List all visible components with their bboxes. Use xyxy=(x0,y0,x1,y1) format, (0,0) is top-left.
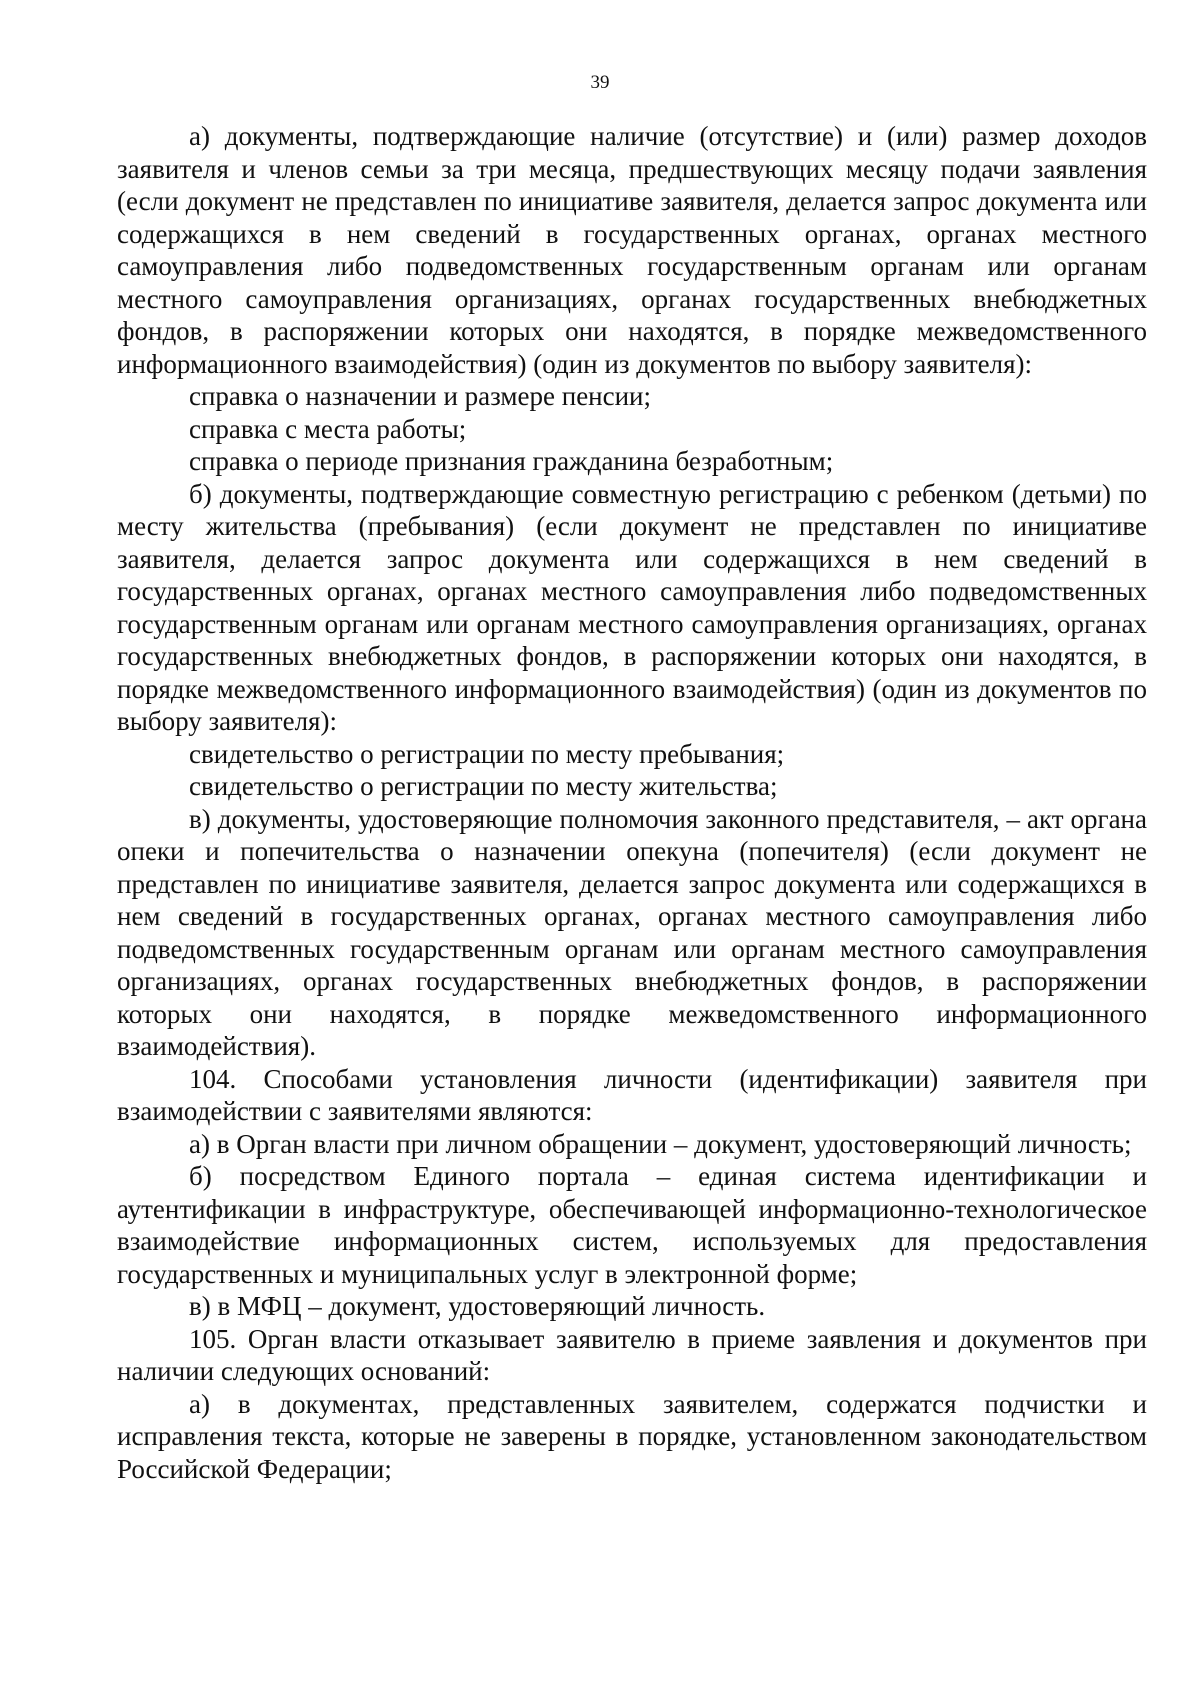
document-body xyxy=(117,120,1147,1485)
paragraph-c-representative-documents: в) документы, удостоверяющие полномочия законного представителя, – акт органа опеки и попечительства о назначении опекуна (попечителя) (если документ не представлен по инициативе заявителя, делается запрос документа или содержащихся в нем сведений в государственных органах, органах местного самоуправления либо подведомственных государственным органам или органам местного самоуправления организациях, органах государственных внебюджетных фондов, в распоряжении которых они находятся, в порядке межведомственного информационного взаимодействия). xyxy=(117,803,1147,1061)
paragraph-stay-registration: свидетельство о регистрации по месту пребывания; xyxy=(189,738,785,769)
paragraph-residence-registration: свидетельство о регистрации по месту жительства; xyxy=(189,771,778,801)
paragraph-105-refusal: 105. Орган власти отказывает заявителю в приеме заявления и документов при наличии следующих оснований: xyxy=(117,1323,1147,1386)
paragraph-unemployment-certificate: справка о периоде признания гражданина безработным; xyxy=(189,446,834,476)
page-number: 39 xyxy=(590,72,610,93)
paragraph-105-a: а) в документах, представленных заявителем, содержатся подчистки и исправления текста, которые не заверены в порядке, установленном законодательством Российской Федерации; xyxy=(117,1388,1147,1484)
paragraph-104-b: б) посредством Единого портала – единая система идентификации и аутентификации в инфраструктуре, обеспечивающей информационно-технологическое взаимодействие информационных систем, используемых для предоставления государственных и муниципальных услуг в электронной форме; xyxy=(117,1161,1147,1289)
paragraph-104-c: в) в МФЦ – документ, удостоверяющий личность. xyxy=(189,1291,766,1321)
paragraph-a-income-documents: а) документы, подтверждающие наличие (отсутствие) и (или) размер доходов заявителя и членов семьи за три месяца, предшествующих месяцу подачи заявления (если документ не представлен по инициативе заявителя, делается запрос документа или содержащихся в нем сведений в государственных органах, органах местного самоуправления либо подведомственных государственным органам или органам местного самоуправления организациях, органах государственных внебюджетных фондов, в распоряжении которых они находятся, в порядке межведомственного информационного взаимодействия) (один из документов по выбору заявителя): xyxy=(117,121,1147,379)
paragraph-pension-certificate: справка о назначении и размере пенсии; xyxy=(189,381,652,411)
paragraph-b-registration-documents: б) документы, подтверждающие совместную регистрацию с ребенком (детьми) по месту жительства (пребывания) (если документ не представлен по инициативе заявителя, делается запрос документа или содержащихся в нем сведений в государственных органах, органах местного самоуправления либо подведомственных государственным органам или органам местного самоуправления организациях, органах государственных внебюджетных фондов, в распоряжении которых они находятся, в порядке межведомственного информационного взаимодействия) (один из документов по выбору заявителя): xyxy=(117,478,1147,736)
paragraph-104-a: а) в Орган власти при личном обращении – документ, удостоверяющий личность; xyxy=(189,1128,1132,1159)
paragraph-104-identification: 104. Способами установления личности (идентификации) заявителя при взаимодействии с заявителями являются: xyxy=(117,1063,1147,1126)
paragraph-work-certificate: справка с места работы; xyxy=(189,413,467,444)
